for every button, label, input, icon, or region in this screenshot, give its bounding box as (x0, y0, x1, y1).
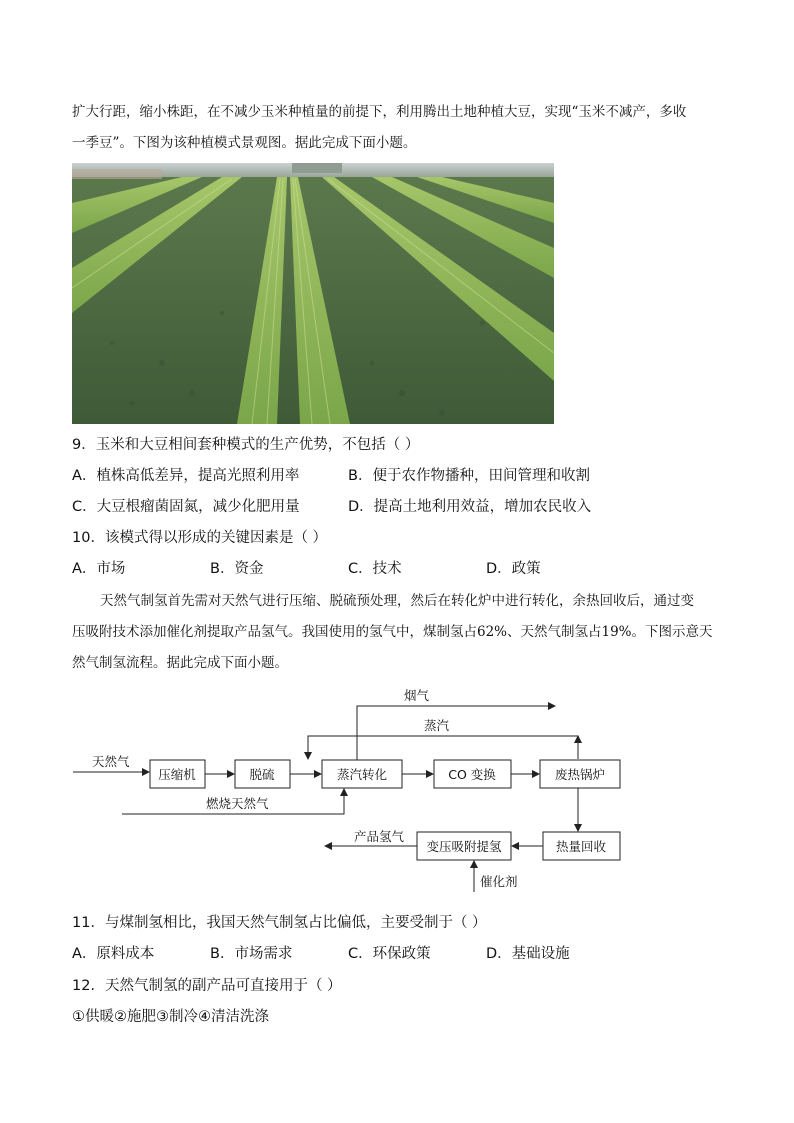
q10-option-a: A．市场 (72, 561, 126, 577)
intro1-line1: 扩大行距，缩小株距，在不减少玉米种植量的前提下，利用腾出土地种植大豆，实现“玉米不减产，多收 (72, 104, 687, 120)
q9-option-b: B．便于农作物播种，田间管理和收割 (348, 468, 590, 484)
q12-items: ①供暖②施肥③制冷④清洁洗涤 (72, 1009, 269, 1025)
desulfurization-label: 脱硫 (249, 767, 275, 782)
compressor-label: 压缩机 (158, 767, 196, 782)
q10-option-b: B．资金 (210, 561, 264, 577)
natural-gas-label: 天然气 (92, 754, 130, 769)
q11-option-d: D．基础设施 (486, 946, 570, 962)
q9-option-d: D．提高土地利用效益，增加农民收入 (348, 499, 592, 515)
product-hydrogen-label: 产品氢气 (354, 829, 405, 844)
co-shift-label: CO 变换 (448, 767, 496, 782)
q10-option-c: C．技术 (348, 561, 402, 577)
q10-stem: 10．该模式得以形成的关键因素是（ ） (72, 530, 328, 546)
intro1-line2: 一季豆”。下图为该种植模式景观图。据此完成下面小题。 (72, 135, 417, 151)
steam-label: 蒸汽 (424, 718, 450, 733)
q9-option-a: A．植株高低差异，提高光照利用率 (72, 468, 300, 484)
catalyst-label: 催化剂 (480, 874, 518, 889)
q9-stem: 9．玉米和大豆相间套种模式的生产优势，不包括（ ） (72, 437, 420, 453)
q9-option-c: C．大豆根瘤菌固氮，减少化肥用量 (72, 499, 300, 515)
q11-option-b: B．市场需求 (210, 946, 293, 962)
hydrogen-flow-diagram (70, 686, 630, 896)
q11-option-a: A．原料成本 (72, 946, 155, 962)
flue-gas-label: 烟气 (404, 688, 430, 703)
q12-stem: 12．天然气制氢的副产品可直接用于（ ） (72, 978, 342, 994)
q11-option-c: C．环保政策 (348, 946, 431, 962)
waste-heat-boiler-label: 废热锅炉 (554, 767, 606, 782)
psa-label: 变压吸附提氢 (426, 839, 502, 854)
fuel-gas-label: 燃烧天然气 (206, 796, 269, 811)
heat-recovery-label: 热量回收 (555, 839, 607, 854)
intro2-line1: 天然气制氢首先需对天然气进行压缩、脱硫预处理，然后在转化炉中进行转化，余热回收后，通过变 (100, 593, 694, 609)
q11-stem: 11．与煤制氢相比，我国天然气制氢占比偏低，主要受制于（ ） (72, 915, 487, 931)
q10-option-d: D．政策 (486, 561, 541, 577)
steam-conversion-label: 蒸汽转化 (336, 767, 388, 782)
intro2-line2: 压吸附技术添加催化剂提取产品氢气。我国使用的氢气中，煤制氢占62%、天然气制氢占19%。下图示意天 (72, 624, 713, 640)
field-photo (72, 163, 554, 424)
intro2-line3: 然气制氢流程。据此完成下面小题。 (72, 655, 288, 671)
